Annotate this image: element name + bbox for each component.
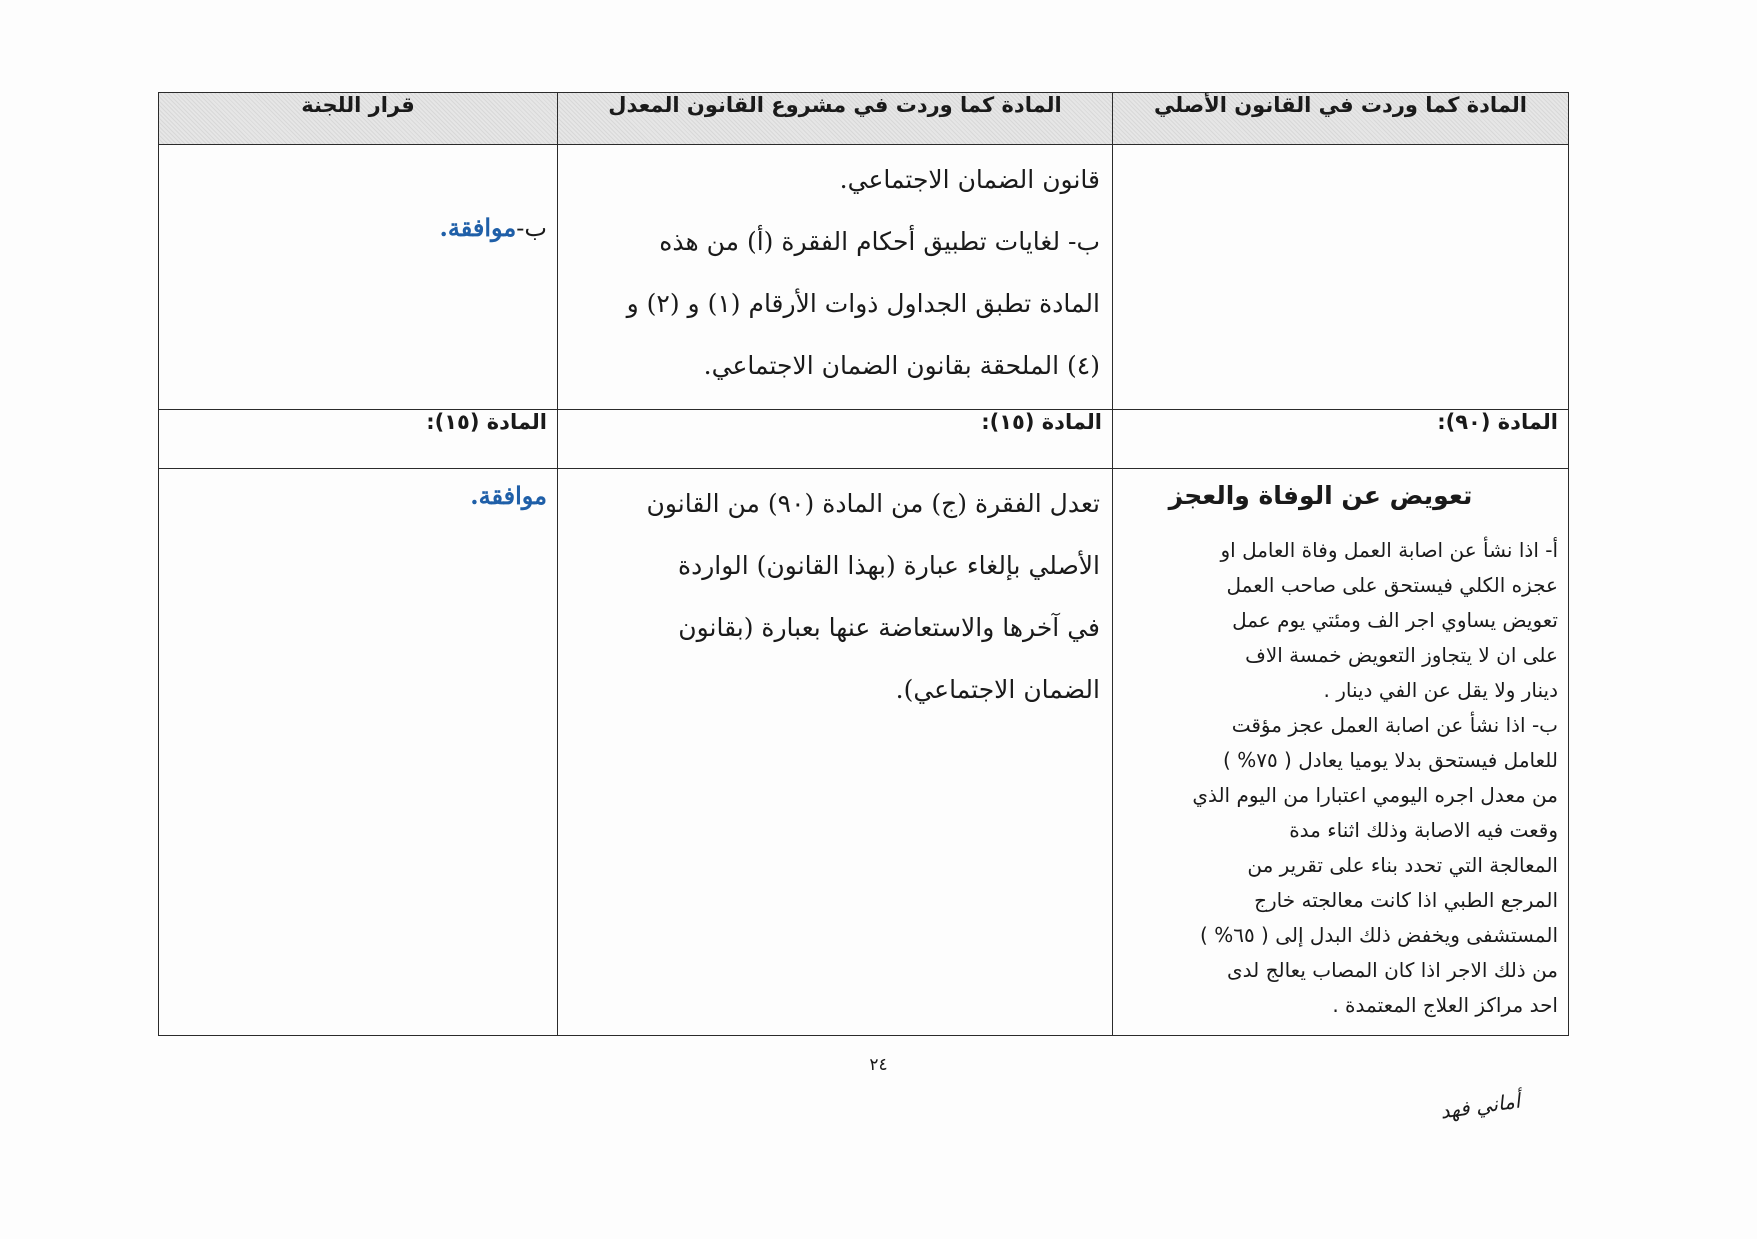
original-text-line: المستشفى ويخفض ذلك البدل إلى ( ٦٥% ) — [1200, 923, 1558, 947]
cell-original-empty — [1113, 145, 1569, 410]
original-article-heading: تعويض عن الوفاة والعجز — [1168, 481, 1473, 510]
handwritten-signature: أماني فهد — [1438, 1088, 1522, 1124]
original-text-line: على ان لا يتجاوز التعويض خمسة الاف — [1245, 643, 1558, 667]
amended-text-line: ب- لغايات تطبيق أحكام الفقرة (أ) من هذه — [659, 227, 1100, 256]
table-row — [159, 410, 1569, 469]
page-number: ٢٤ — [869, 1055, 888, 1075]
cell-amended-article — [558, 410, 1113, 469]
amended-text-line: الأصلي بإلغاء عبارة (بهذا القانون) الواردة — [678, 551, 1100, 580]
table-row — [159, 145, 1569, 410]
table-header-row — [159, 93, 1569, 145]
article-number: المادة (١٥): — [981, 410, 1102, 434]
cell-decision-article — [159, 410, 558, 469]
original-text-line: وقعت فيه الاصابة وذلك اثناء مدة — [1289, 818, 1558, 842]
comparison-table — [158, 92, 1569, 1036]
original-text-line: من ذلك الاجر اذا كان المصاب يعالج لدى — [1226, 958, 1558, 982]
original-text-line: احد مراكز العلاج المعتمدة . — [1332, 993, 1558, 1017]
amended-text-line: تعدل الفقرة (ج) من المادة (٩٠) من القانون — [646, 489, 1100, 518]
article-number: المادة (١٥): — [426, 410, 547, 434]
cell-decision — [159, 469, 558, 1036]
original-text-line: تعويض يساوي اجر الف ومئتي يوم عمل — [1232, 608, 1558, 632]
amended-text-line: الضمان الاجتماعي). — [895, 675, 1100, 704]
original-text-line: المعالجة التي تحدد بناء على تقرير من — [1247, 853, 1558, 877]
amended-text-line: (٤) الملحقة بقانون الضمان الاجتماعي. — [703, 351, 1100, 380]
decision-prefix: ب- — [516, 214, 547, 242]
cell-decision — [159, 145, 558, 410]
original-text-line: ب- اذا نشأ عن اصابة العمل عجز مؤقت — [1231, 713, 1558, 737]
original-text-line: دينار ولا يقل عن الفي دينار . — [1323, 678, 1558, 702]
original-text-line: عجزه الكلي فيستحق على صاحب العمل — [1226, 573, 1558, 597]
amended-text-line: في آخرها والاستعاضة عنها بعبارة (بقانون — [678, 613, 1100, 642]
table-row — [159, 469, 1569, 1036]
cell-original-article — [1113, 410, 1569, 469]
cell-amended-text — [558, 145, 1113, 410]
original-text-line: من معدل اجره اليومي اعتبارا من اليوم الذي — [1192, 783, 1558, 807]
cell-original-text — [1113, 469, 1569, 1036]
original-text-line: أ- اذا نشأ عن اصابة العمل وفاة العامل او — [1220, 538, 1558, 562]
article-number: المادة (٩٠): — [1437, 410, 1558, 434]
cell-amended-text — [558, 469, 1113, 1036]
header-committee-decision: قرار اللجنة — [159, 93, 558, 145]
original-text-line: للعامل فيستحق بدلا يوميا يعادل ( ٧٥% ) — [1223, 748, 1558, 772]
header-original-law: المادة كما وردت في القانون الأصلي — [1113, 93, 1569, 145]
header-amended-law: المادة كما وردت في مشروع القانون المعدل — [558, 93, 1113, 145]
original-text-line: المرجع الطبي اذا كانت معالجته خارج — [1254, 888, 1558, 912]
amended-text-line: قانون الضمان الاجتماعي. — [839, 165, 1100, 194]
approval-text: موافقة. — [470, 481, 547, 510]
approval-text: موافقة. — [439, 213, 517, 242]
amended-text-line: المادة تطبق الجداول ذوات الأرقام (١) و (٢) و — [626, 289, 1100, 318]
